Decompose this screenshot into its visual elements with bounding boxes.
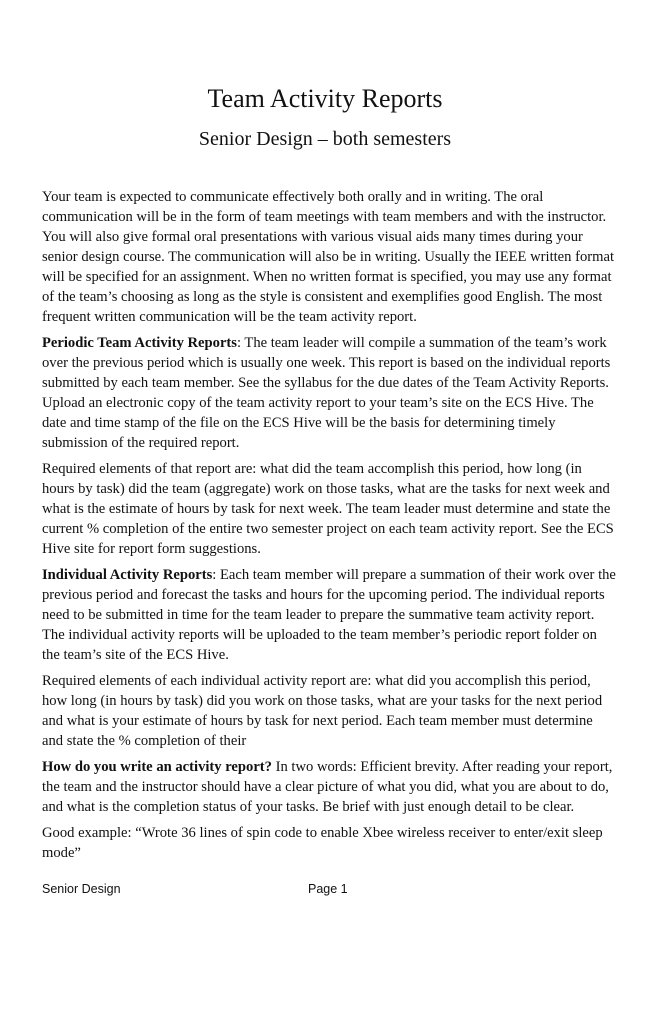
paragraph-individual-report-elements <box>42 671 616 751</box>
document-subtitle: Senior Design – both semesters <box>198 128 452 150</box>
paragraph-text: Required elements of that report are: what did the team accomplish this period, how long (in hours by task) did the team (aggregate) work on those tasks, what are the tasks for next week and what is the estimate of hours by task for next week. The team leader must determine and state the current % completion of the entire two semester project on each team activity report. See the ECS Hive site for report form suggestions. <box>42 461 614 557</box>
document-body <box>42 187 616 869</box>
paragraph-periodic-reports <box>42 333 616 453</box>
paragraph-individual-reports <box>42 565 616 665</box>
footer-course-name: Senior Design <box>42 882 121 896</box>
paragraph-heading: Individual Activity Reports <box>42 567 213 583</box>
paragraph-text: : Each team member will prepare a summation of their work over the previous period and forecast the tasks and hours for the upcoming period. The individual reports need to be submitted in time for the team leader to prepare the summative team activity report. The individual activity reports will be uploaded to the team member’s periodic report folder on the team’s site of the ECS Hive. <box>42 567 616 663</box>
paragraph-intro <box>42 187 616 327</box>
paragraph-text: Your team is expected to communicate effectively both orally and in writing. The oral communication will be in the form of team meetings with team members and with the instructor. You will also give formal oral presentations with various visual aids many times during your senior design course. The communication will also be in writing. Usually the IEEE written format will be specified for an assignment. When no written format is specified, you may use any format of the team’s choosing as long as the style is consistent and exemplifies good English. The most frequent written communication will be the team activity report. <box>42 189 614 325</box>
paragraph-text: Good example: “Wrote 36 lines of spin code to enable Xbee wireless receiver to enter/exit sleep mode” <box>42 825 603 861</box>
paragraph-team-report-elements <box>42 459 616 559</box>
footer-page-number: Page 1 <box>308 882 348 896</box>
paragraph-heading: How do you write an activity report? <box>42 759 272 775</box>
document-title: Team Activity Reports <box>207 84 443 113</box>
paragraph-how-to-write <box>42 757 616 817</box>
paragraph-heading: Periodic Team Activity Reports <box>42 335 237 351</box>
paragraph-text: Required elements of each individual activity report are: what did you accomplish this period, how long (in hours by task) did you work on those tasks, what are your tasks for the next period and what is your estimate of hours by task for next period. Each team member must determine and state the % completion of their <box>42 673 603 749</box>
paragraph-text: : The team leader will compile a summation of the team’s work over the previous period which is usually one week. This report is based on the individual reports submitted by each team member. See the syllabus for the due dates of the Team Activity Reports. Upload an electronic copy of the team activity report to your team’s site on the ECS Hive. The date and time stamp of the file on the ECS Hive will be the basis for determining timely submission of the required report. <box>42 335 611 451</box>
paragraph-good-example <box>42 823 616 863</box>
paragraph-text: In two words: Efficient brevity. After reading your report, the team and the instructor should have a clear picture of what you did, what you are about to do, and what is the completion status of your tasks. Be brief with just enough detail to be clear. <box>42 759 613 815</box>
